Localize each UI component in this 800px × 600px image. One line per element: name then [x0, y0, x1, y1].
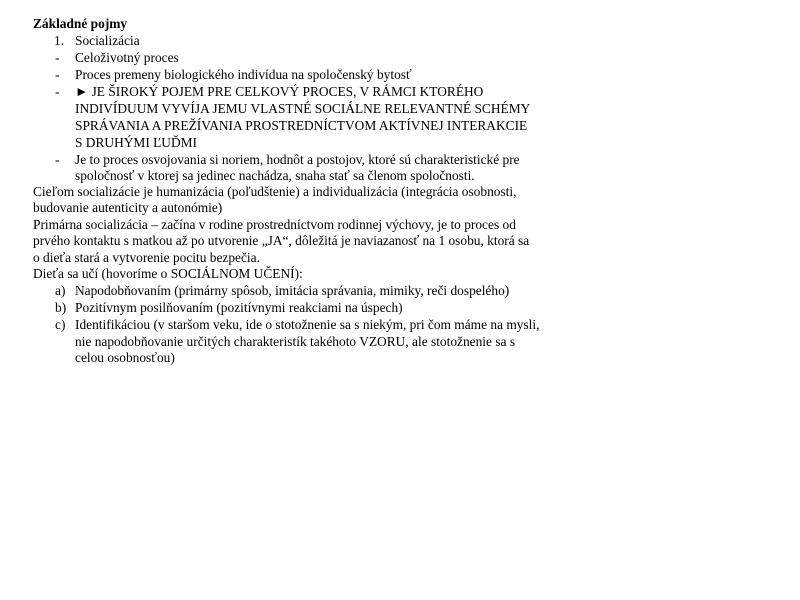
dash-marker: - [55, 67, 60, 82]
letter-marker: a) [55, 283, 66, 298]
paragraph-line: prvého kontaktu s matkou až po utvorenie „JA“, dôležitá je naviazanosť na 1 osobu, ktorá sa [33, 233, 530, 248]
letter-item-line: celou osobnosťou) [75, 350, 175, 365]
dash-marker: - [55, 84, 60, 99]
dash-item-line: SPRÁVANIA A PREŽÍVANIA PROSTREDNÍCTVOM AKTÍVNEJ INTERAKCIE [75, 118, 528, 133]
letter-item-line: Identifikáciou (v staršom veku, ide o stotožnenie sa s niekým, pri čom máme na mysli, [75, 317, 540, 332]
paragraph-line: Cieľom socializácie je humanizácia (poľudštenie) a individualizácia (integrácia osobnosti, [33, 184, 517, 199]
dash-item-line: spoločnosť v ktorej sa jedinec nachádza, snaha stať sa členom spoločnosti. [75, 168, 475, 183]
dash-marker: - [55, 152, 60, 167]
letter-item-line: nie napodobňovanie určitých charakteristík takéhoto VZORU, ale stotožnenie sa s [75, 334, 516, 349]
list-marker-1: 1. [54, 33, 65, 48]
paragraph-line: Dieťa sa učí (hovoríme o SOCIÁLNOM UČENÍ): [33, 266, 303, 281]
dash-marker: - [55, 50, 60, 65]
paragraph-line: Primárna socializácia – začína v rodine prostredníctvom rodinnej výchovy, je to proces od [33, 217, 516, 232]
dash-item-line: INDIVÍDUUM VYVÍJA JEMU VLASTNÉ SOCIÁLNE RELEVANTNÉ SCHÉMY [75, 101, 531, 116]
paragraph-line: o dieťa stará a vytvorenie pocitu bezpečia. [33, 250, 260, 265]
document-heading: Základné pojmy [33, 16, 128, 31]
letter-marker: b) [55, 300, 67, 315]
letter-marker: c) [55, 317, 66, 332]
dash-item-line: Je to proces osvojovania si noriem, hodnôt a postojov, ktoré sú charakteristické pre [75, 152, 520, 167]
dash-item-line: Proces premeny biologického indivídua na spoločenský bytosť [75, 67, 412, 82]
dash-item-line: S DRUHÝMI ĽUĎMI [75, 135, 198, 150]
list-item-socializacia: Socializácia [75, 33, 140, 48]
letter-item-line: Pozitívnym posilňovaním (pozitívnymi reakciami na úspech) [75, 300, 403, 315]
letter-item-line: Napodobňovaním (primárny spôsob, imitácia správania, mimiky, reči dospelého) [75, 283, 510, 298]
paragraph-line: budovanie autenticity a autonómie) [33, 200, 223, 215]
dash-item-line: ► JE ŠIROKÝ POJEM PRE CELKOVÝ PROCES, V RÁMCI KTORÉHO [75, 84, 484, 99]
dash-item-line: Celoživotný proces [75, 50, 179, 65]
